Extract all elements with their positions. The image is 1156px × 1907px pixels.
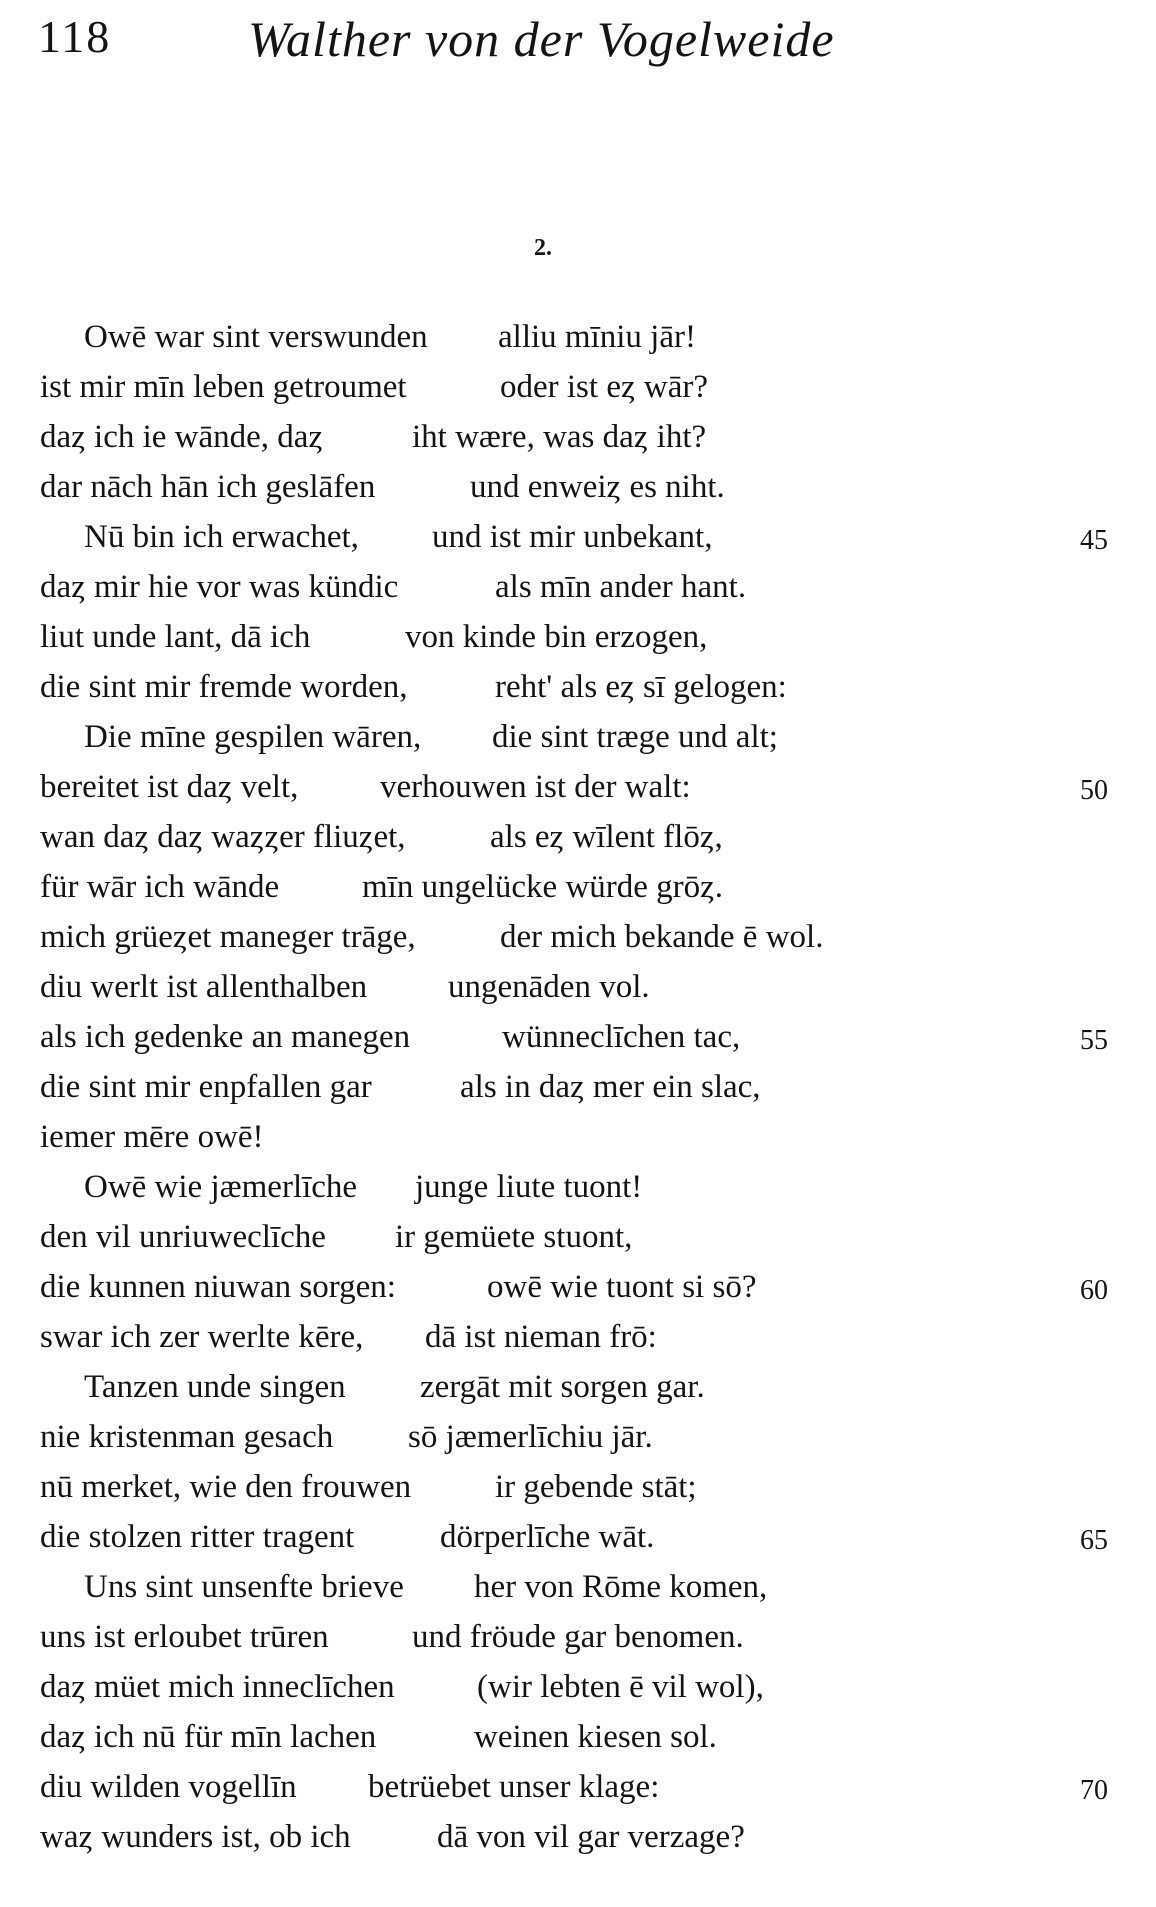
- verse-first-half: als ich gedenke an manegen: [40, 1019, 411, 1055]
- verse-second-half: sō jæmerlīchiu jār.: [408, 1419, 653, 1455]
- verse-line: [40, 962, 1120, 1012]
- verse-first-half: liut unde lant, dā ich: [40, 619, 311, 655]
- page-header: [38, 10, 1118, 80]
- verse-first-half: wan daȥ daȥ waȥȥer fliuȥet,: [40, 819, 406, 855]
- verse-first-half: waȥ wunders ist, ob ich: [40, 1819, 351, 1855]
- verse-line: [40, 1412, 1120, 1462]
- verse-first-half: Nū bin ich erwachet,: [84, 519, 359, 555]
- verse-first-half: nie kristenman gesach: [40, 1419, 334, 1455]
- verse-second-half: junge liute tuont!: [415, 1169, 643, 1205]
- verse-line: [40, 712, 1120, 762]
- verse-first-half: iemer mēre owē!: [40, 1119, 264, 1155]
- verse-second-half: dā von vil gar verzage?: [437, 1819, 745, 1855]
- verse-first-half: Owē war sint verswunden: [84, 319, 428, 355]
- verse-second-half: dörperlīche wāt.: [440, 1519, 655, 1555]
- verse-second-half: als mīn ander hant.: [495, 569, 747, 605]
- verse-second-half: der mich bekande ē wol.: [500, 919, 824, 955]
- verse-first-half: für wār ich wānde: [40, 869, 280, 905]
- verse-first-half: die sint mir enpfallen gar: [40, 1069, 372, 1105]
- verse-line: [40, 1812, 1120, 1862]
- verse-second-half: als eȥ wīlent flōȥ,: [490, 819, 723, 855]
- verse-second-half: alliu mīniu jār!: [498, 319, 696, 355]
- verse-second-half: und ist mir unbekant,: [432, 519, 713, 555]
- verse-first-half: bereitet ist daȥ velt,: [40, 769, 299, 805]
- verse-first-half: dar nāch hān ich geslāfen: [40, 469, 376, 505]
- verse-second-half: betrüebet unser klage:: [368, 1769, 660, 1805]
- verse-second-half: (wir lebten ē vil wol),: [477, 1669, 764, 1705]
- verse-second-half: iht wære, was daȥ iht?: [412, 419, 707, 455]
- verse-line: [40, 762, 1120, 812]
- poem-body: [40, 312, 1120, 1862]
- verse-line: [40, 912, 1120, 962]
- line-number: 50: [1080, 775, 1108, 806]
- verse-first-half: Die mīne gespilen wāren,: [84, 719, 422, 755]
- verse-line: [40, 462, 1120, 512]
- verse-first-half: Owē wie jæmerlīche: [84, 1169, 358, 1205]
- verse-first-half: die stolzen ritter tragent: [40, 1519, 355, 1555]
- verse-second-half: owē wie tuont si sō?: [487, 1269, 757, 1305]
- verse-first-half: diu wilden vogellīn: [40, 1769, 297, 1805]
- verse-line: [40, 1062, 1120, 1112]
- verse-second-half: wünneclīchen tac,: [502, 1019, 741, 1055]
- verse-first-half: swar ich zer werlte kēre,: [40, 1319, 364, 1355]
- verse-first-half: uns ist erloubet trūren: [40, 1619, 329, 1655]
- verse-first-half: die sint mir fremde worden,: [40, 669, 408, 705]
- verse-second-half: ungenāden vol.: [448, 969, 650, 1005]
- verse-line: [40, 1112, 1120, 1162]
- verse-second-half: dā ist nieman frō:: [425, 1319, 657, 1355]
- verse-line: [40, 1662, 1120, 1712]
- verse-second-half: oder ist eȥ wār?: [500, 369, 708, 405]
- verse-line: [40, 1362, 1120, 1412]
- verse-first-half: daȥ ich nū für mīn lachen: [40, 1719, 377, 1755]
- verse-first-half: mich grüeȥet maneger trāge,: [40, 919, 416, 955]
- verse-first-half: Uns sint unsenfte brieve: [84, 1569, 404, 1605]
- verse-second-half: reht' als eȥ sī gelogen:: [495, 669, 787, 705]
- verse-line: [40, 1312, 1120, 1362]
- verse-line: [40, 412, 1120, 462]
- verse-first-half: daȥ mir hie vor was kündic: [40, 569, 399, 605]
- verse-second-half: verhouwen ist der walt:: [380, 769, 691, 805]
- line-number: 55: [1080, 1025, 1108, 1056]
- verse-line: [40, 812, 1120, 862]
- line-number: 65: [1080, 1525, 1108, 1556]
- verse-line: [40, 862, 1120, 912]
- verse-line: [40, 312, 1120, 362]
- verse-line: [40, 1262, 1120, 1312]
- section-heading: [0, 235, 1156, 262]
- verse-first-half: die kunnen niuwan sorgen:: [40, 1269, 396, 1305]
- verse-line: [40, 1462, 1120, 1512]
- verse-line: [40, 1012, 1120, 1062]
- verse-line: [40, 1762, 1120, 1812]
- verse-second-half: ir gemüete stuont,: [395, 1219, 633, 1255]
- section-number: 2.: [534, 235, 552, 261]
- line-number: 45: [1080, 525, 1108, 556]
- verse-second-half: her von Rōme komen,: [474, 1569, 768, 1605]
- verse-line: [40, 612, 1120, 662]
- verse-line: [40, 1162, 1120, 1212]
- verse-first-half: daȥ ich ie wānde, daȥ: [40, 419, 324, 455]
- verse-line: [40, 1612, 1120, 1662]
- verse-first-half: daȥ müet mich inneclīchen: [40, 1669, 395, 1705]
- verse-line: [40, 1562, 1120, 1612]
- line-number: 70: [1080, 1775, 1108, 1806]
- verse-second-half: die sint træge und alt;: [492, 719, 778, 755]
- verse-line: [40, 1212, 1120, 1262]
- verse-first-half: Tanzen unde singen: [84, 1369, 346, 1405]
- verse-second-half: als in daȥ mer ein slac,: [460, 1069, 761, 1105]
- verse-second-half: und fröude gar benomen.: [412, 1619, 744, 1655]
- verse-second-half: mīn ungelücke würde grōȥ.: [362, 869, 724, 905]
- verse-second-half: ir gebende stāt;: [495, 1469, 697, 1505]
- verse-line: [40, 662, 1120, 712]
- verse-line: [40, 562, 1120, 612]
- running-title: Walther von der Vogelweide: [248, 11, 835, 67]
- verse-second-half: weinen kiesen sol.: [474, 1719, 717, 1755]
- verse-second-half: und enweiȥ es niht.: [470, 469, 725, 505]
- verse-line: [40, 1712, 1120, 1762]
- verse-first-half: diu werlt ist allenthalben: [40, 969, 368, 1005]
- verse-line: [40, 362, 1120, 412]
- line-number: 60: [1080, 1275, 1108, 1306]
- verse-first-half: nū merket, wie den frouwen: [40, 1469, 412, 1505]
- verse-line: [40, 512, 1120, 562]
- verse-line: [40, 1512, 1120, 1562]
- verse-first-half: ist mir mīn leben getroumet: [40, 369, 407, 405]
- verse-second-half: zergāt mit sorgen gar.: [420, 1369, 705, 1405]
- verse-first-half: den vil unriuweclīche: [40, 1219, 326, 1255]
- page-number: 118: [38, 11, 112, 62]
- verse-second-half: von kinde bin erzogen,: [405, 619, 708, 655]
